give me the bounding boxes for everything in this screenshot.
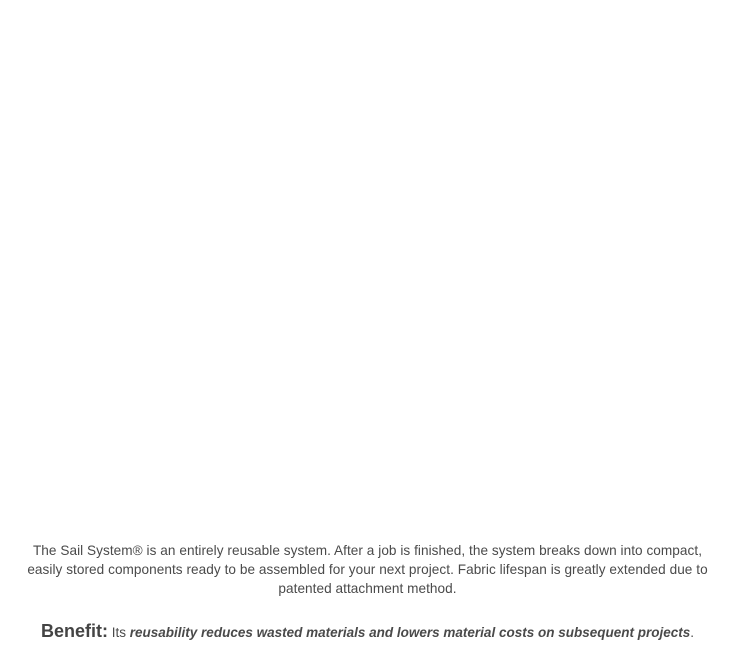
benefit-statement	[18, 621, 717, 643]
benefit-label: Benefit:	[40, 621, 108, 641]
benefit-lead: Its	[111, 625, 127, 640]
product-description-section	[0, 541, 735, 643]
benefit-trailing: .	[690, 625, 694, 640]
description-paragraph: The Sail System® is an entirely reusable system. After a job is finished, the system breaks down into compact, easily stored components ready to be assembled for your next project. Fabric lifespan is greatly extended due to patented attachment method.	[27, 543, 708, 596]
benefit-emphasis: reusability reduces wasted materials and lowers material costs on subsequent projects	[129, 625, 691, 640]
